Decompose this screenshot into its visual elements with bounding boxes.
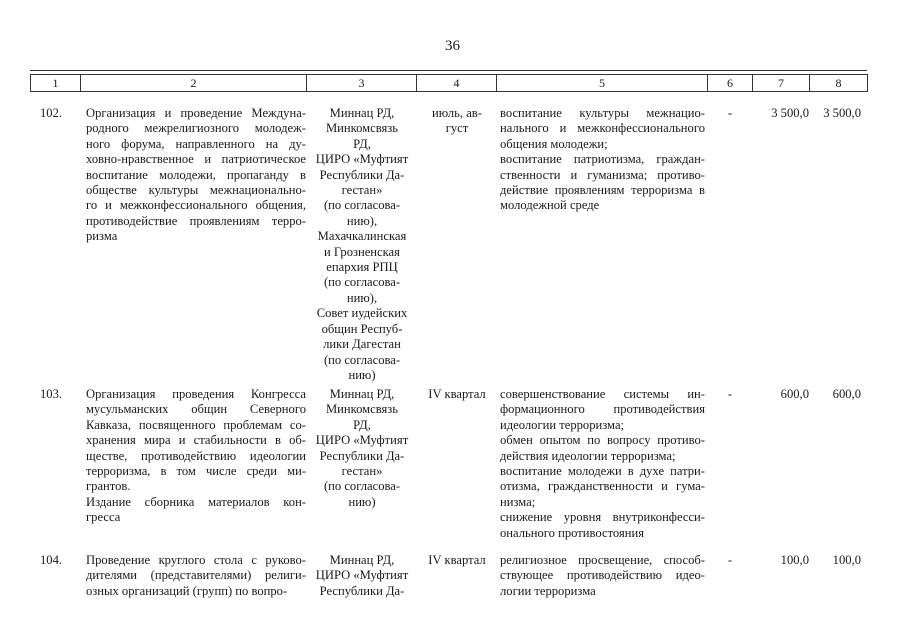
col8-amount: 600,0 xyxy=(832,387,861,401)
activity-text-line: родного межрелигиозного молодеж- xyxy=(86,121,306,136)
executors-text-line: и Грозненская xyxy=(324,244,400,259)
executors-text-line: нию), xyxy=(346,290,378,305)
col7-amount: 100,0 xyxy=(780,553,809,567)
activity-text-line: дителями (представителями) религи- xyxy=(86,568,306,583)
activity-text-line: терроризма, в том числе среди ми- xyxy=(86,464,306,479)
result-text-line: совершенствование системы ин- xyxy=(500,387,705,401)
executors-text-line: ЦИРО «Муфтият xyxy=(315,568,409,583)
header-col-2: 2 xyxy=(81,75,307,92)
result-text-line: ствующее противодействию идео- xyxy=(500,568,705,583)
row-number: 103. xyxy=(40,387,63,401)
result-text-line: снижение уровня внутриконфесси- xyxy=(500,510,705,525)
header-col-3: 3 xyxy=(307,75,417,92)
result-text-line: отизма, гражданственности и гума- xyxy=(500,479,705,494)
activity-text xyxy=(86,553,306,599)
term-text xyxy=(422,553,492,568)
activity-text-line: ществе, противодействию идеологии xyxy=(86,448,306,463)
executors-text-line: Минкомсвязь xyxy=(325,402,399,417)
activity-text-line: Организация и проведение Междуна- xyxy=(86,106,306,120)
executors-text xyxy=(312,106,412,383)
header-col-6: 6 xyxy=(708,75,753,92)
executors-text-line: (по согласова- xyxy=(323,198,401,213)
executors-text-line: нию) xyxy=(348,367,376,382)
term-text-line: IV квартал xyxy=(428,553,486,567)
result-text-line: воспитание молодежи в духе патри- xyxy=(500,464,705,479)
header-col-1: 1 xyxy=(31,75,81,92)
header-col-8: 8 xyxy=(810,75,868,92)
executors-text-line: Совет иудейских xyxy=(316,306,408,321)
term-text-line: июль, ав- xyxy=(432,106,482,120)
executors-text xyxy=(312,387,412,510)
col6-value: - xyxy=(727,387,733,401)
executors-text-line: Миннац РД, xyxy=(329,553,395,567)
activity-text-line: противодействие проявлениям терро- xyxy=(86,213,306,228)
activity-text-line: обществе культуры межнационально- xyxy=(86,183,306,198)
activity-text-line: мусульманских общин Северного xyxy=(86,402,306,417)
term-text xyxy=(422,106,492,137)
term-text xyxy=(422,387,492,402)
activity-text-line: Организация проведения Конгресса xyxy=(86,387,306,401)
activity-text-line: хранения мира и стабильности в об- xyxy=(86,433,306,448)
executors-text-line: Миннац РД, xyxy=(329,387,395,401)
col6-value: - xyxy=(727,106,733,120)
header-col-4: 4 xyxy=(417,75,497,92)
activity-text-line: озных организаций (групп) по вопро- xyxy=(86,583,288,598)
page-number: 36 xyxy=(445,38,460,54)
result-text-line: действия идеологии терроризма; xyxy=(500,448,676,463)
result-text-line: молодежной среде xyxy=(500,198,600,213)
executors-text-line: епархия РПЦ xyxy=(326,260,398,275)
executors-text-line: (по согласова- xyxy=(323,275,401,290)
result-text-line: логии терроризма xyxy=(500,583,596,598)
column-number-header xyxy=(30,74,868,92)
executors-text-line: ЦИРО «Муфтият xyxy=(315,433,409,448)
activity-text-line: воспитание молодежи, пропаганду в xyxy=(86,167,306,182)
activity-text-line: Издание сборника материалов кон- xyxy=(86,494,306,509)
col7-amount: 3 500,0 xyxy=(771,106,809,120)
activity-text-line: ховно-нравственное и патриотическое xyxy=(86,152,306,167)
activity-text xyxy=(86,106,306,245)
activity-text-line: ризма xyxy=(86,229,118,244)
executors-text-line: РД, xyxy=(353,136,371,151)
header-col-7: 7 xyxy=(753,75,810,92)
result-text-line: низма; xyxy=(500,494,536,509)
executors-text-line: Республики Да- xyxy=(319,448,405,463)
executors-text-line: Республики Да- xyxy=(319,167,405,182)
result-text-line: формационного противодействия xyxy=(500,402,705,417)
executors-text-line: общин Респуб- xyxy=(321,321,403,336)
result-text-line: воспитание культуры межнацио- xyxy=(500,106,705,120)
activity-text-line: Проведение круглого стола с руково- xyxy=(86,553,306,567)
result-text-line: религиозное просвещение, способ- xyxy=(500,553,705,567)
executors-text xyxy=(312,553,412,599)
row-number: 104. xyxy=(40,553,63,567)
executors-text-line: лики Дагестан xyxy=(323,337,401,352)
col7-amount: 600,0 xyxy=(780,387,809,401)
header-rule xyxy=(30,70,867,71)
term-text-line: густ xyxy=(445,121,469,136)
result-text-line: нального и межконфессионального xyxy=(500,121,705,136)
executors-text-line: Миннац РД, xyxy=(329,106,395,120)
activity-text-line: гресса xyxy=(86,510,121,525)
result-text-line: действие проявлениям терроризма в xyxy=(500,183,705,198)
executors-text-line: гестан» xyxy=(341,464,383,479)
result-text xyxy=(500,553,705,599)
col6-value: - xyxy=(727,553,733,567)
activity-text-line: ного форума, направленного на ду- xyxy=(86,136,306,151)
result-text xyxy=(500,387,705,541)
activity-text xyxy=(86,387,306,526)
result-text-line: ственности и гуманизма; противо- xyxy=(500,167,705,182)
executors-text-line: РД, xyxy=(353,417,371,432)
executors-text-line: Минкомсвязь xyxy=(325,121,399,136)
executors-text-line: гестан» xyxy=(341,183,383,198)
executors-text-line: Республики Да- xyxy=(319,583,405,598)
header-col-5: 5 xyxy=(497,75,708,92)
result-text-line: общения молодежи; xyxy=(500,136,608,151)
row-number: 102. xyxy=(40,106,63,120)
executors-text-line: (по согласова- xyxy=(323,479,401,494)
activity-text-line: грантов. xyxy=(86,479,131,494)
executors-text-line: Махачкалинская xyxy=(317,229,407,244)
executors-text-line: нию) xyxy=(348,494,376,509)
executors-text-line: нию), xyxy=(346,213,378,228)
result-text-line: идеологии терроризма; xyxy=(500,417,625,432)
term-text-line: IV квартал xyxy=(428,387,486,401)
activity-text-line: го и межконфессионального общения, xyxy=(86,198,306,213)
result-text-line: онального противостояния xyxy=(500,525,645,540)
result-text-line: воспитание патриотизма, граждан- xyxy=(500,152,705,167)
executors-text-line: ЦИРО «Муфтият xyxy=(315,152,409,167)
col8-amount: 3 500,0 xyxy=(823,106,861,120)
result-text-line: обмен опытом по вопросу противо- xyxy=(500,433,705,448)
col8-amount: 100,0 xyxy=(832,553,861,567)
activity-text-line: Кавказа, посвященного проблемам со- xyxy=(86,417,306,432)
result-text xyxy=(500,106,705,214)
executors-text-line: (по согласова- xyxy=(323,352,401,367)
